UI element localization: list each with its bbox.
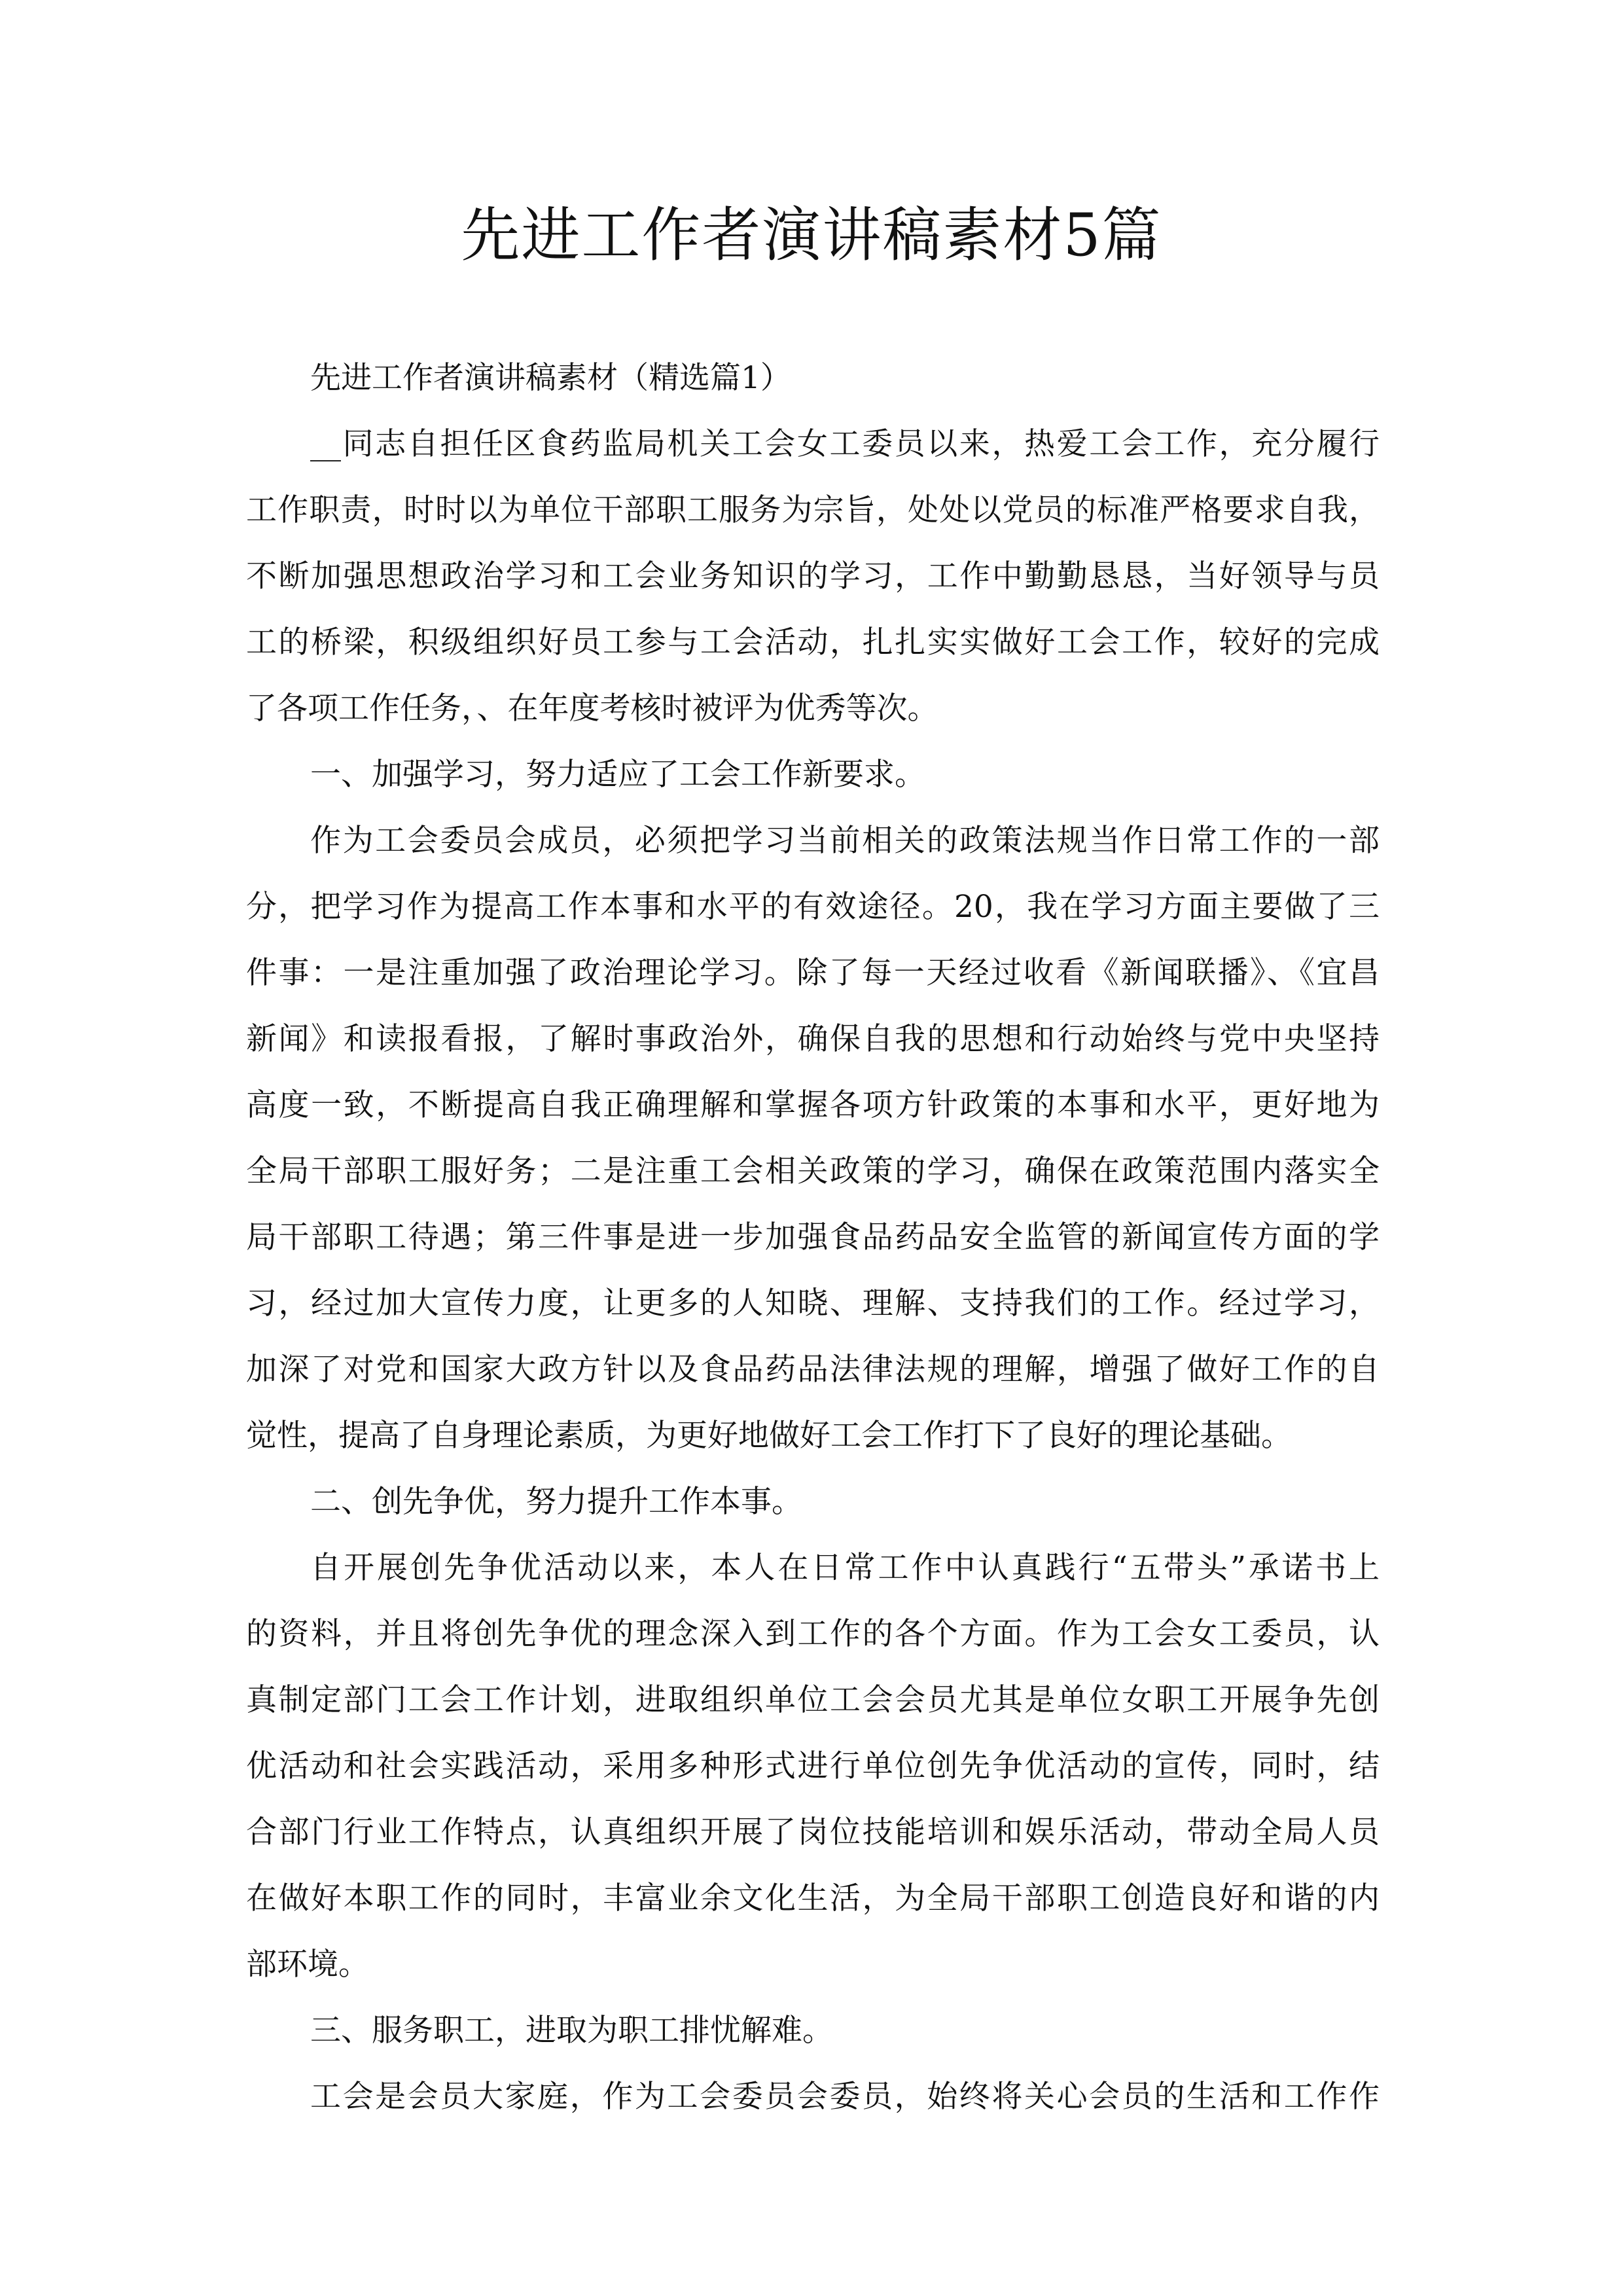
text-line: 优活动和社会实践活动，采用多种形式进行单位创先争优活动的宣传，同时，结 xyxy=(246,1748,1380,1784)
text-line: 工的桥梁，积级组织好员工参与工会活动，扎扎实实做好工会工作，较好的完成 xyxy=(246,624,1380,660)
paragraph xyxy=(246,411,1380,742)
document-title: 先进工作者演讲稿素材5篇 xyxy=(461,201,1162,270)
text-line: 先进工作者演讲稿素材（精选篇1） xyxy=(310,360,791,396)
text-line: 工会是会员大家庭，作为工会委员会委员，始终将关心会员的生活和工作作 xyxy=(310,2079,1380,2115)
text-line: 分，把学习作为提高工作本事和水平的有效途径。20，我在学习方面主要做了三 xyxy=(246,889,1380,925)
text-line: 作为工会委员会成员，必须把学习当前相关的政策法规当作日常工作的一部 xyxy=(310,823,1380,859)
text-line: 觉性，提高了自身理论素质，为更好地做好工会工作打下了良好的理论基础。 xyxy=(246,1418,1292,1454)
text-line: 的资料，并且将创先争优的理念深入到工作的各个方面。作为工会女工委员，认 xyxy=(246,1616,1380,1652)
text-line: 加深了对党和国家大政方针以及食品药品法律法规的理解，增强了做好工作的自 xyxy=(246,1352,1380,1388)
text-line: 新闻》和读报看报，了解时事政治外，确保自我的思想和行动始终与党中央坚持 xyxy=(246,1021,1380,1057)
text-line: 三、服务职工，进取为职工排忧解难。 xyxy=(310,2013,833,2049)
text-line: 不断加强思想政治学习和工会业务知识的学习，工作中勤勤恳恳，当好领导与员 xyxy=(246,558,1380,594)
text-line: 自开展创先争优活动以来，本人在日常工作中认真践行“五带头”承诺书上 xyxy=(310,1550,1380,1586)
text-line: 全局干部职工服好务；二是注重工会相关政策的学习，确保在政策范围内落实全 xyxy=(246,1153,1380,1189)
paragraph xyxy=(246,1535,1380,1998)
section-heading xyxy=(246,1469,1380,1535)
text-line: 工作职责，时时以为单位干部职工服务为宗旨，处处以党员的标准严格要求自我， xyxy=(246,492,1380,528)
paragraph xyxy=(246,2064,1380,2130)
text-line: 在做好本职工作的同时，丰富业余文化生活，为全局干部职工创造良好和谐的内 xyxy=(246,1880,1380,1916)
text-line: 合部门行业工作特点，认真组织开展了岗位技能培训和娱乐活动，带动全局人员 xyxy=(246,1814,1380,1850)
document-body xyxy=(246,345,1380,2130)
text-line: 高度一致，不断提高自我正确理解和掌握各项方针政策的本事和水平，更好地为 xyxy=(246,1087,1380,1123)
section-heading xyxy=(246,1998,1380,2064)
text-line: 一、加强学习，努力适应了工会工作新要求。 xyxy=(310,757,925,793)
text-line: 习，经过加大宣传力度，让更多的人知晓、理解、支持我们的工作。经过学习， xyxy=(246,1285,1380,1321)
paragraph xyxy=(246,808,1380,1469)
text-line: 了各项工作任务，、在年度考核时被评为优秀等次。 xyxy=(246,691,938,726)
text-line: 二、创先争优，努力提升工作本事。 xyxy=(310,1484,802,1520)
text-line: __同志自担任区食药监局机关工会女工委员以来，热爱工会工作，充分履行 xyxy=(310,426,1380,462)
text-line: 件事：一是注重加强了政治理论学习。除了每一天经过收看《新闻联播》、《宜昌 xyxy=(246,955,1380,991)
section-heading xyxy=(246,345,1380,411)
text-line: 部环境。 xyxy=(246,1946,369,1982)
text-line: 真制定部门工会工作计划，进取组织单位工会会员尤其是单位女职工开展争先创 xyxy=(246,1682,1380,1718)
section-heading xyxy=(246,742,1380,808)
text-line: 局干部职工待遇；第三件事是进一步加强食品药品安全监管的新闻宣传方面的学 xyxy=(246,1219,1380,1255)
